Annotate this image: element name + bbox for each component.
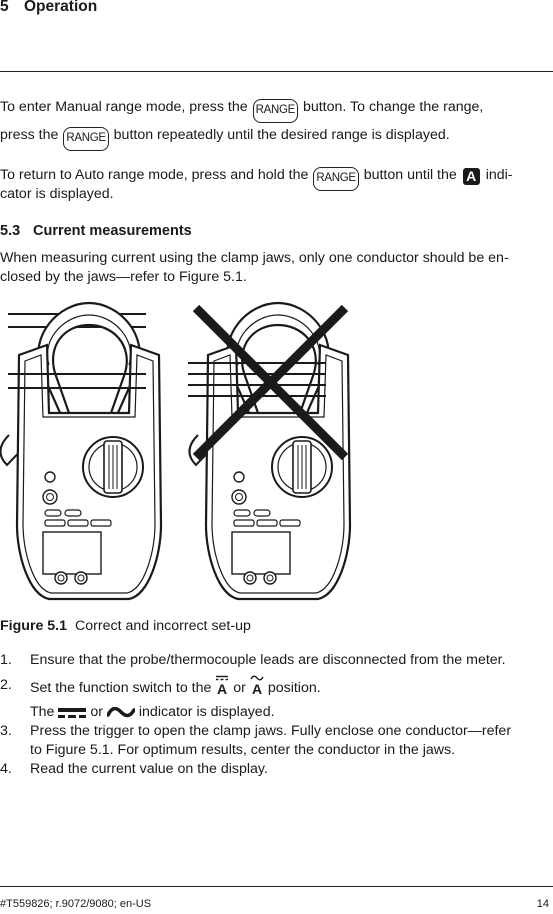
paragraph-manual-range-1 xyxy=(0,97,553,123)
chapter-number: 5 xyxy=(0,0,9,15)
figure-caption-text: Correct and incorrect set-up xyxy=(75,618,251,634)
clamp-meter-icon xyxy=(0,303,161,599)
figure-label: Figure 5.1 xyxy=(0,618,68,634)
clamp-meter-icon xyxy=(189,303,350,599)
range-button-icon: RANGE xyxy=(313,167,358,191)
auto-range-indicator-icon: A xyxy=(463,168,480,185)
figure-clamp-meters xyxy=(0,295,553,605)
text: cator is displayed. xyxy=(0,186,114,202)
range-button-icon: RANGE xyxy=(253,99,298,123)
step-number: 1. xyxy=(0,652,12,668)
step-text: to Figure 5.1. For optimum results, center the conductor in the jaws. xyxy=(30,742,456,758)
text: To enter Manual range mode, press the xyxy=(0,99,248,115)
svg-text:A: A xyxy=(217,681,228,695)
text: button. To change the range, xyxy=(302,99,484,115)
dc-amps-symbol-icon xyxy=(215,675,229,701)
text: indi- xyxy=(485,167,513,183)
text: or xyxy=(233,680,246,696)
ac-amps-symbol-icon xyxy=(250,675,264,701)
footer-doc-id: #T559826; r.9072/9080; en-US xyxy=(0,898,152,910)
step-text: Ensure that the probe/thermocouple leads are disconnected from the meter. xyxy=(30,652,506,668)
step-number: 4. xyxy=(0,761,12,777)
paragraph-auto-range-2 xyxy=(0,184,553,204)
paragraph-manual-range-2 xyxy=(0,125,553,151)
list-item xyxy=(0,650,553,670)
step-text: Read the current value on the display. xyxy=(30,761,268,777)
section-text-1: When measuring current using the clamp jaws, only one conductor should be en- xyxy=(0,250,509,266)
header-rule xyxy=(0,71,553,72)
section-text-2: closed by the jaws—refer to Figure 5.1. xyxy=(0,269,247,285)
text: position. xyxy=(267,680,321,696)
list-item-sub xyxy=(0,702,553,722)
range-button-icon: RANGE xyxy=(63,127,108,151)
list-item xyxy=(0,721,553,761)
step-text: Press the trigger to open the clamp jaws. Fully enclose one conductor—refer xyxy=(30,723,512,739)
footer-rule xyxy=(0,886,553,887)
text: or xyxy=(90,704,103,720)
step-number: 3. xyxy=(0,723,12,739)
section-heading xyxy=(0,221,192,241)
footer-page-number: 14 xyxy=(536,898,549,910)
list-item xyxy=(0,759,553,779)
text: indicator is displayed. xyxy=(138,704,275,720)
svg-text:A: A xyxy=(251,681,262,695)
step-number: 2. xyxy=(0,677,12,693)
text: Set the function switch to the xyxy=(30,680,212,696)
text: To return to Auto range mode, press and hold the xyxy=(0,167,309,183)
text: button until the xyxy=(363,167,457,183)
section-title: Current measurements xyxy=(33,223,192,239)
text: button repeatedly until the desired range is displayed. xyxy=(113,127,450,143)
list-item xyxy=(0,675,553,695)
chapter-title: Operation xyxy=(24,0,98,15)
section-number: 5.3 xyxy=(0,223,21,239)
text: press the xyxy=(0,127,59,143)
chapter-heading xyxy=(0,0,97,17)
step-text xyxy=(30,675,553,701)
figure-caption xyxy=(0,616,251,636)
text: The xyxy=(30,704,55,720)
